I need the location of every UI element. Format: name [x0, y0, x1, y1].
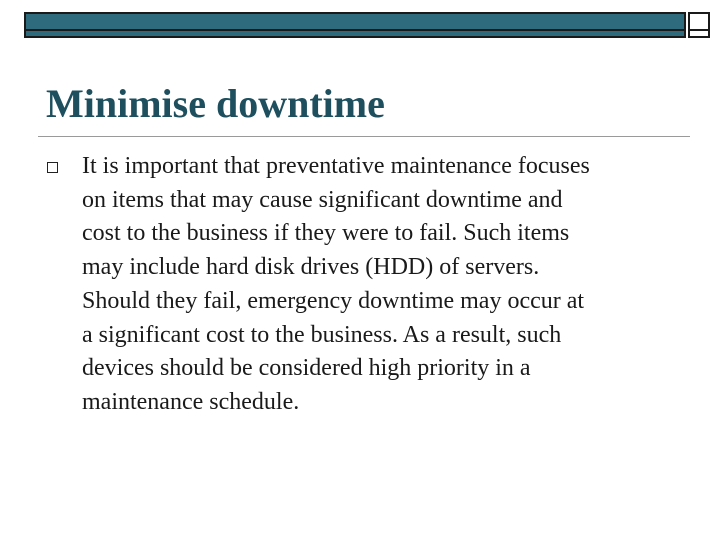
header-corner-square-line	[690, 29, 708, 31]
title-divider	[38, 136, 690, 137]
slide-title: Minimise downtime	[46, 81, 385, 126]
bullet-item-text: It is important that preventative maintenance focuses on items that may cause significant downtime and cost to the business if they were to fail. Such items may include hard disk drives (HDD) of servers. Should they fail, emergency downtime may occur at a significant cost to the business. As a result, such devices should be considered high priority in a maintenance schedule.	[82, 153, 590, 415]
hollow-square-bullet-icon	[47, 162, 58, 173]
header-accent-bar-line	[26, 29, 684, 31]
header-corner-square	[688, 12, 710, 38]
header-accent-bar	[24, 12, 686, 38]
